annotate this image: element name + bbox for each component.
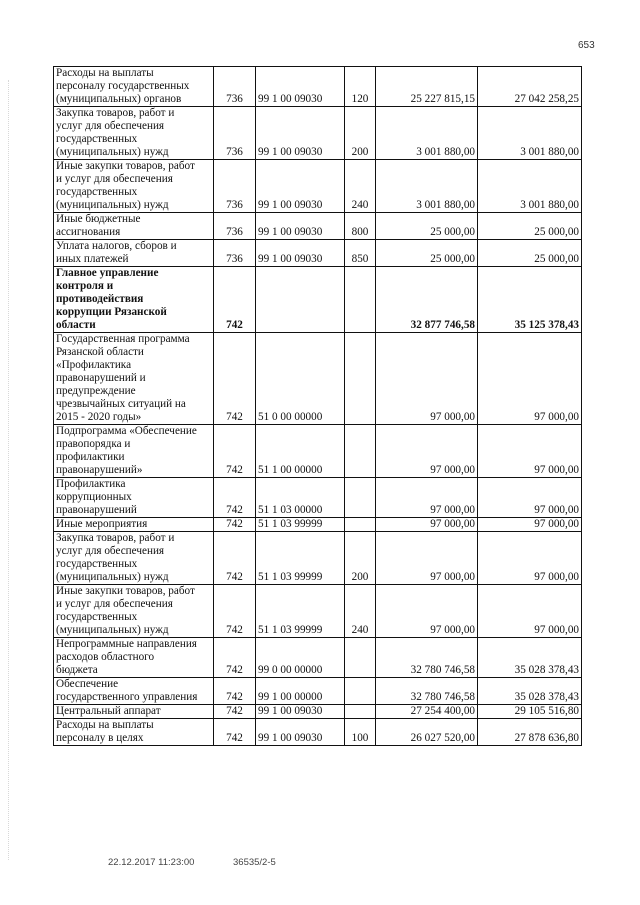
budget-table-body bbox=[54, 67, 582, 746]
row-grbs-code: 742 bbox=[214, 518, 256, 532]
row-name: Расходы на выплаты персоналу в целях bbox=[54, 719, 214, 746]
row-name: Профилактика коррупционных правонарушений bbox=[54, 478, 214, 518]
row-name: Иные закупки товаров, работ и услуг для обеспечения государственных (муниципальных) нужд bbox=[54, 160, 214, 213]
row-expense-type: 240 bbox=[345, 585, 376, 638]
row-target-article: 51 1 00 00000 bbox=[256, 425, 345, 478]
row-amount-year2: 97 000,00 bbox=[478, 333, 582, 425]
row-expense-type: 850 bbox=[345, 240, 376, 267]
row-expense-type bbox=[345, 478, 376, 518]
row-expense-type bbox=[345, 705, 376, 719]
table-row bbox=[54, 678, 582, 705]
row-grbs-code: 736 bbox=[214, 213, 256, 240]
row-amount-year1: 32 780 746,58 bbox=[376, 678, 478, 705]
row-amount-year1: 25 227 815,15 bbox=[376, 67, 478, 107]
row-grbs-code: 742 bbox=[214, 532, 256, 585]
row-amount-year2: 25 000,00 bbox=[478, 240, 582, 267]
row-name: Непрограммные направления расходов областного бюджета bbox=[54, 638, 214, 678]
table-row bbox=[54, 160, 582, 213]
row-expense-type: 100 bbox=[345, 719, 376, 746]
row-amount-year1: 97 000,00 bbox=[376, 425, 478, 478]
row-amount-year1: 97 000,00 bbox=[376, 478, 478, 518]
row-grbs-code: 736 bbox=[214, 160, 256, 213]
table-row bbox=[54, 333, 582, 425]
row-amount-year1: 97 000,00 bbox=[376, 532, 478, 585]
row-amount-year1: 97 000,00 bbox=[376, 518, 478, 532]
row-target-article: 51 0 00 00000 bbox=[256, 333, 345, 425]
row-target-article bbox=[256, 267, 345, 333]
row-expense-type: 120 bbox=[345, 67, 376, 107]
row-amount-year2: 97 000,00 bbox=[478, 425, 582, 478]
row-expense-type: 800 bbox=[345, 213, 376, 240]
row-name: Иные бюджетные ассигнования bbox=[54, 213, 214, 240]
row-grbs-code: 742 bbox=[214, 425, 256, 478]
row-amount-year1: 25 000,00 bbox=[376, 213, 478, 240]
row-target-article: 51 1 03 99999 bbox=[256, 532, 345, 585]
row-amount-year2: 35 028 378,43 bbox=[478, 678, 582, 705]
row-target-article: 99 1 00 09030 bbox=[256, 240, 345, 267]
row-name: Расходы на выплаты персоналу государственных (муниципальных) органов bbox=[54, 67, 214, 107]
footer-timestamp: 22.12.2017 11:23:00 bbox=[108, 857, 195, 868]
row-grbs-code: 742 bbox=[214, 267, 256, 333]
row-expense-type: 240 bbox=[345, 160, 376, 213]
row-amount-year1: 26 027 520,00 bbox=[376, 719, 478, 746]
table-row bbox=[54, 478, 582, 518]
row-expense-type bbox=[345, 518, 376, 532]
row-expense-type bbox=[345, 678, 376, 705]
row-amount-year2: 27 042 258,25 bbox=[478, 67, 582, 107]
row-name: Уплата налогов, сборов и иных платежей bbox=[54, 240, 214, 267]
table-row bbox=[54, 67, 582, 107]
row-amount-year2: 97 000,00 bbox=[478, 585, 582, 638]
row-grbs-code: 742 bbox=[214, 719, 256, 746]
row-name: Обеспечение государственного управления bbox=[54, 678, 214, 705]
row-amount-year1: 3 001 880,00 bbox=[376, 107, 478, 160]
row-grbs-code: 742 bbox=[214, 678, 256, 705]
row-grbs-code: 742 bbox=[214, 478, 256, 518]
row-expense-type: 200 bbox=[345, 107, 376, 160]
row-amount-year1: 3 001 880,00 bbox=[376, 160, 478, 213]
row-target-article: 99 1 00 09030 bbox=[256, 213, 345, 240]
row-amount-year1: 32 877 746,58 bbox=[376, 267, 478, 333]
table-row bbox=[54, 532, 582, 585]
row-amount-year1: 97 000,00 bbox=[376, 333, 478, 425]
row-expense-type bbox=[345, 425, 376, 478]
budget-table bbox=[53, 66, 582, 746]
row-amount-year1: 32 780 746,58 bbox=[376, 638, 478, 678]
row-target-article: 99 0 00 00000 bbox=[256, 638, 345, 678]
row-name: Иные мероприятия bbox=[54, 518, 214, 532]
table-row bbox=[54, 107, 582, 160]
row-target-article: 99 1 00 00000 bbox=[256, 678, 345, 705]
row-name: Закупка товаров, работ и услуг для обеспечения государственных (муниципальных) нужд bbox=[54, 107, 214, 160]
row-amount-year2: 27 878 636,80 bbox=[478, 719, 582, 746]
row-grbs-code: 742 bbox=[214, 705, 256, 719]
row-amount-year2: 97 000,00 bbox=[478, 518, 582, 532]
table-row bbox=[54, 267, 582, 333]
row-name: Закупка товаров, работ и услуг для обеспечения государственных (муниципальных) нужд bbox=[54, 532, 214, 585]
row-target-article: 51 1 03 00000 bbox=[256, 478, 345, 518]
table-row bbox=[54, 240, 582, 267]
table-row bbox=[54, 425, 582, 478]
row-expense-type bbox=[345, 267, 376, 333]
row-amount-year1: 25 000,00 bbox=[376, 240, 478, 267]
row-amount-year2: 35 028 378,43 bbox=[478, 638, 582, 678]
row-name: Центральный аппарат bbox=[54, 705, 214, 719]
row-target-article: 51 1 03 99999 bbox=[256, 518, 345, 532]
row-amount-year1: 97 000,00 bbox=[376, 585, 478, 638]
row-grbs-code: 742 bbox=[214, 333, 256, 425]
table-row bbox=[54, 585, 582, 638]
row-grbs-code: 736 bbox=[214, 240, 256, 267]
row-grbs-code: 736 bbox=[214, 107, 256, 160]
row-name: Государственная программа Рязанской области «Профилактика правонарушений и предупреждение чрезвычайных ситуаций на 2015 - 2020 годы» bbox=[54, 333, 214, 425]
table-row bbox=[54, 705, 582, 719]
page-number: 653 bbox=[578, 40, 595, 51]
row-expense-type bbox=[345, 638, 376, 678]
row-target-article: 51 1 03 99999 bbox=[256, 585, 345, 638]
footer-doc-code: 36535/2-5 bbox=[233, 857, 276, 868]
row-amount-year2: 3 001 880,00 bbox=[478, 107, 582, 160]
row-amount-year2: 25 000,00 bbox=[478, 213, 582, 240]
table-row bbox=[54, 518, 582, 532]
row-target-article: 99 1 00 09030 bbox=[256, 67, 345, 107]
row-name: Иные закупки товаров, работ и услуг для обеспечения государственных (муниципальных) нужд bbox=[54, 585, 214, 638]
table-row bbox=[54, 213, 582, 240]
row-expense-type bbox=[345, 333, 376, 425]
row-target-article: 99 1 00 09030 bbox=[256, 107, 345, 160]
row-amount-year1: 27 254 400,00 bbox=[376, 705, 478, 719]
row-amount-year2: 35 125 378,43 bbox=[478, 267, 582, 333]
row-amount-year2: 29 105 516,80 bbox=[478, 705, 582, 719]
row-expense-type: 200 bbox=[345, 532, 376, 585]
row-grbs-code: 742 bbox=[214, 638, 256, 678]
row-name: Главное управление контроля и противодействия коррупции Рязанской области bbox=[54, 267, 214, 333]
row-amount-year2: 3 001 880,00 bbox=[478, 160, 582, 213]
row-grbs-code: 736 bbox=[214, 67, 256, 107]
table-row bbox=[54, 719, 582, 746]
row-target-article: 99 1 00 09030 bbox=[256, 705, 345, 719]
row-amount-year2: 97 000,00 bbox=[478, 532, 582, 585]
table-row bbox=[54, 638, 582, 678]
row-amount-year2: 97 000,00 bbox=[478, 478, 582, 518]
row-target-article: 99 1 00 09030 bbox=[256, 160, 345, 213]
scan-margin-mark bbox=[8, 80, 10, 860]
row-grbs-code: 742 bbox=[214, 585, 256, 638]
row-name: Подпрограмма «Обеспечение правопорядка и профилактики правонарушений» bbox=[54, 425, 214, 478]
row-target-article: 99 1 00 09030 bbox=[256, 719, 345, 746]
